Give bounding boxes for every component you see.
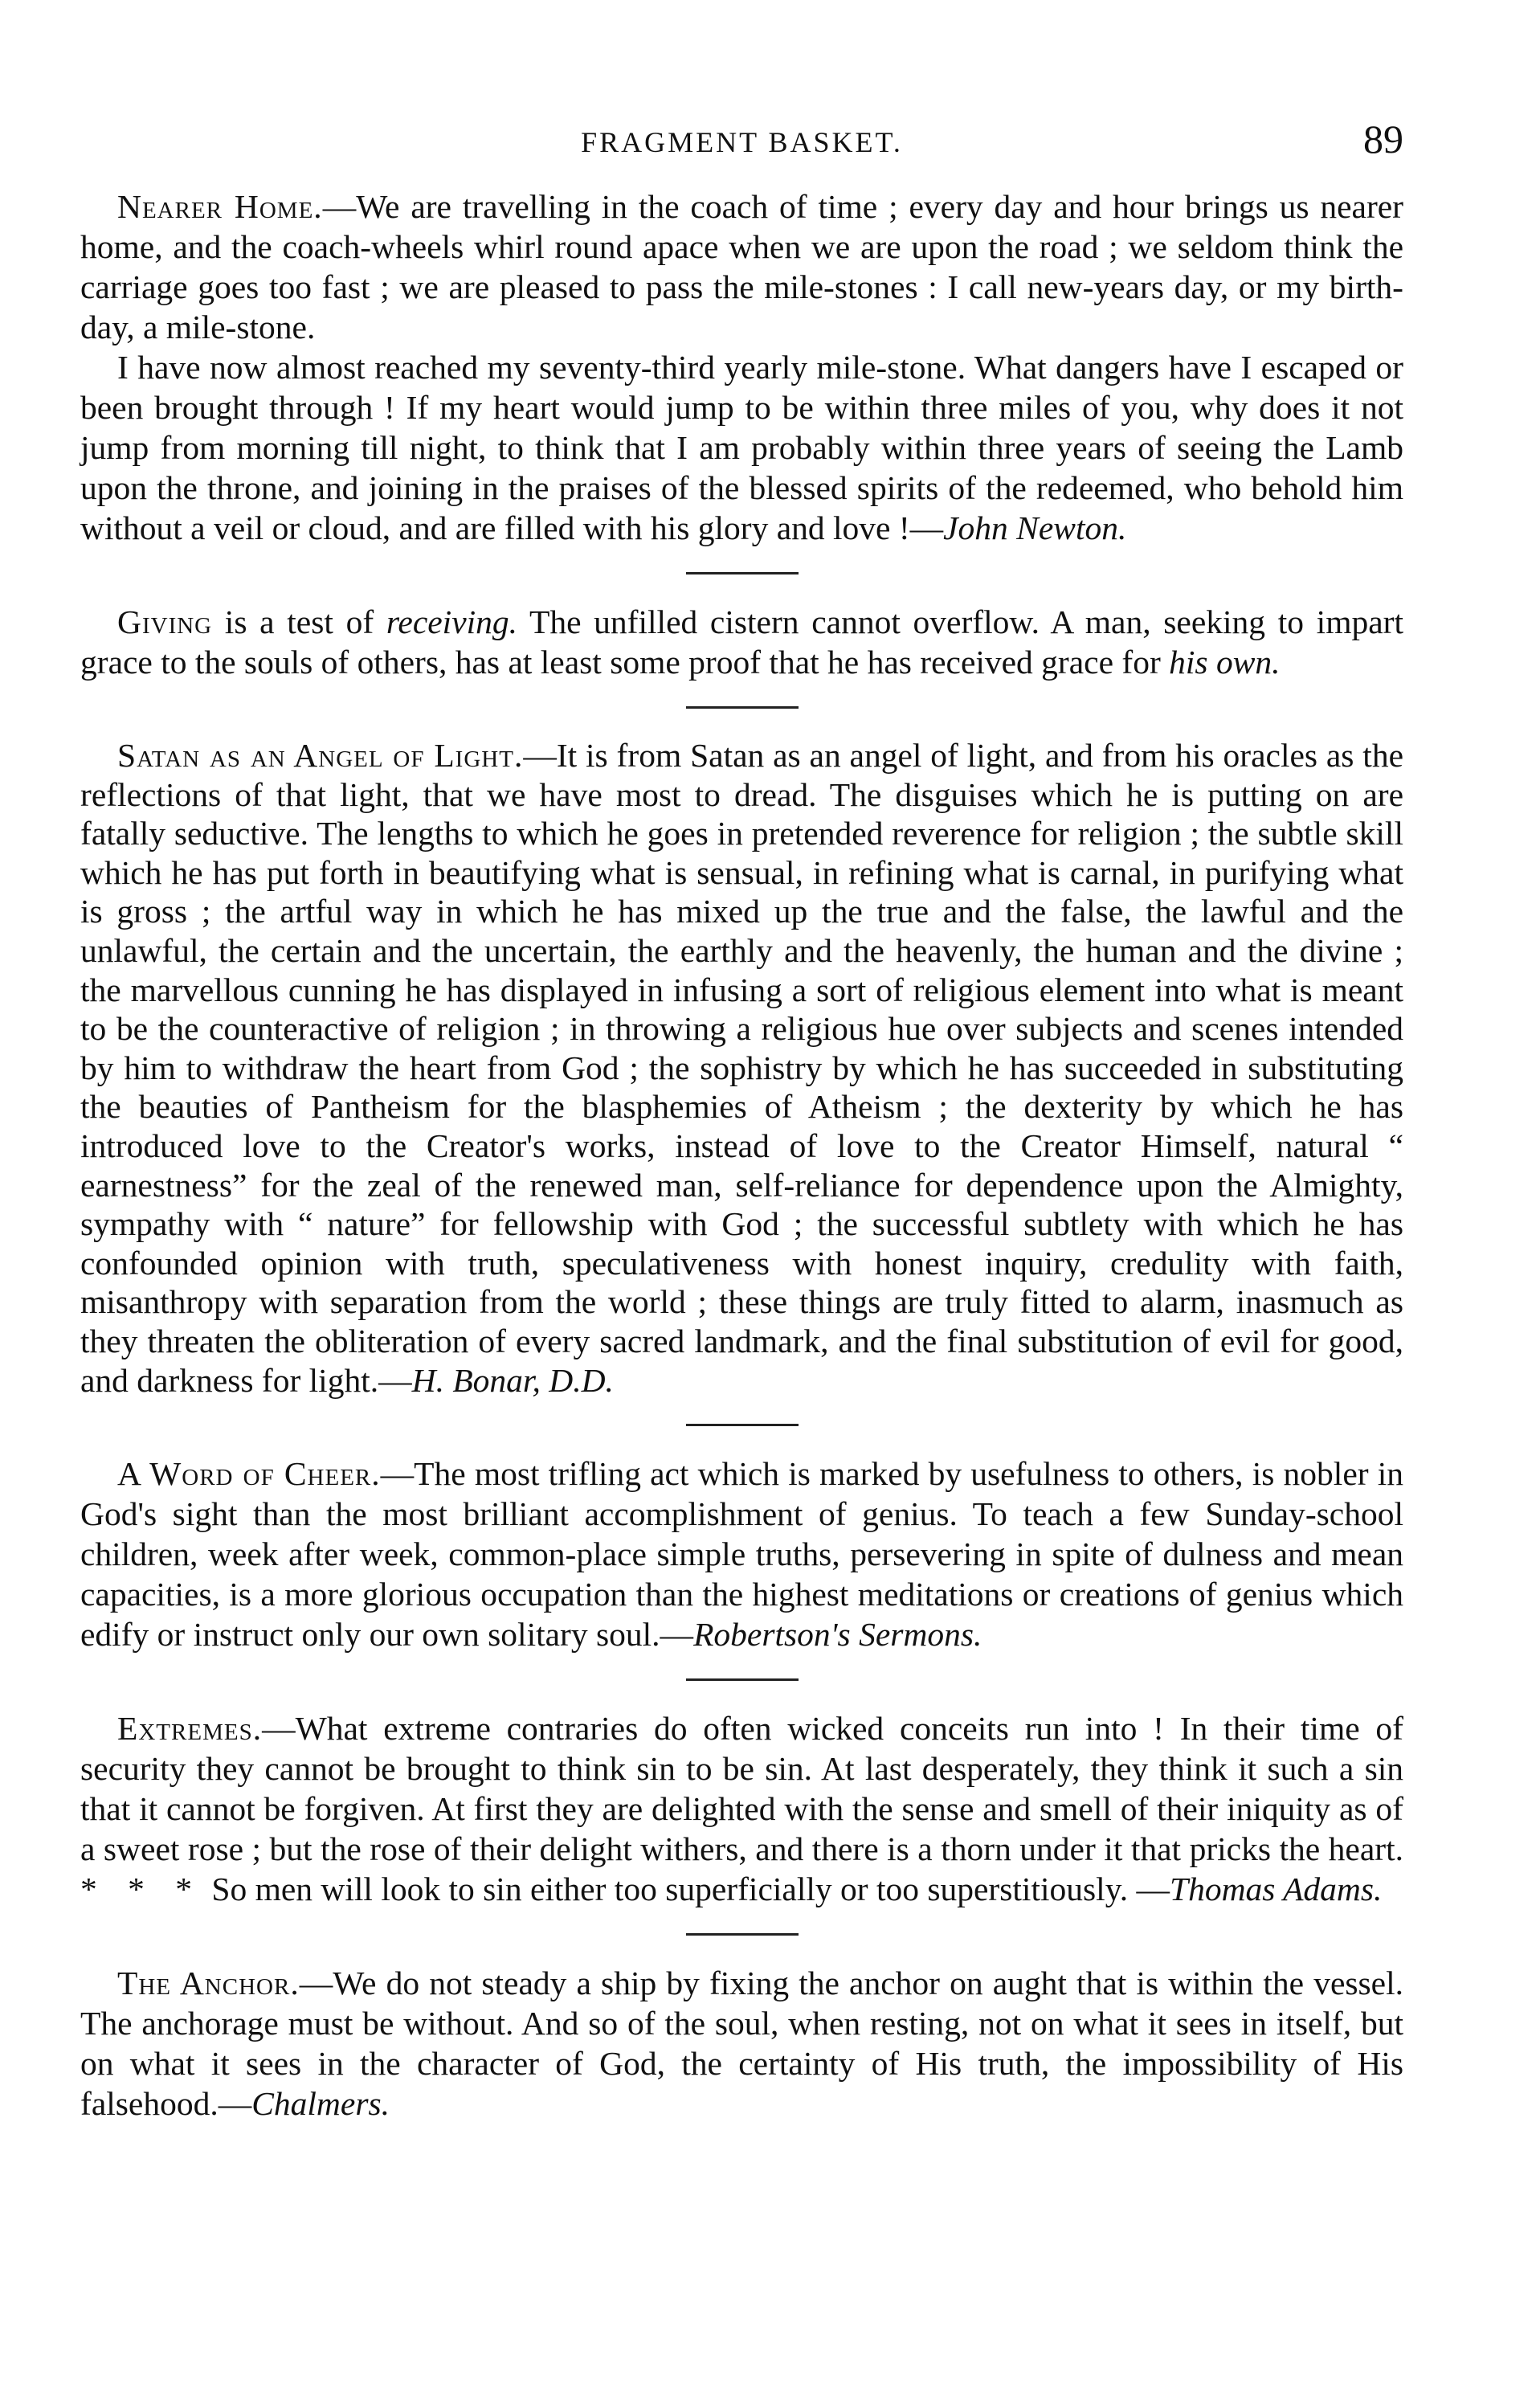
fragment-text: —What extreme contraries do often wicked conceits run into ! In their time of security they cannot be brought to think sin to be sin. At last desperately, they think it such a sin that it cannot be forgiven. At first they are delighted with the sense and smell of their iniquity as of a sweet rose ; but the rose of their delight withers, and there is a thorn under it that pricks the heart. bbox=[80, 1710, 1403, 1868]
fragment-heading: The Anchor. bbox=[117, 1965, 300, 2002]
fragment-text: —It is from Satan as an angel of light, and from his oracles as the reflections of that light, that we have most to dread. The disguises which he is putting on are fatally seductive. The lengths to which he goes in pretended reverence for religion ; the subtle skill which he has put forth in beautifying what is sensual, in refining what is carnal, in purifying what is gross ; the artful way in which he has mixed up the true and the false, the lawful and the unlawful, the certain and the uncertain, the earthly and the heavenly, the human and the divine ; the marvellous cunning he has displayed in infusing a sort of religious element into what is meant to be the counteractive of religion ; in throwing a religious hue over subjects and scenes intended by him to withdraw the heart from God ; the sophistry by which he has succeeded in substituting the beauties of Pantheism for the blasphemies of Atheism ; the dexterity by which he has introduced love to the Creator's works, instead of love to the Creator Himself, natural “ earnestness” for the zeal of the renewed man, self-reliance for dependence upon the Almighty, sympathy with “ nature” for fellowship with God ; the successful subtlety with which he has confounded opinion with truth, speculativeness with honest inquiry, credulity with faith, misanthropy with separation from the world ; these things are truly fitted to alarm, inasmuch as they threaten the obliteration of every sacred landmark, and the final substitution of evil for good, and darkness for light.— bbox=[80, 737, 1404, 1399]
fragment-text: The unfilled cistern cannot overflow. A man, seeking to impart grace to the souls of others, has at least some proof that he has received grace for bbox=[80, 603, 1403, 681]
fragment-text: —We are travelling in the coach of time ; every day and hour brings us nearer home, and the coach-wheels whirl round apace when we are upon the road ; we seldom think the carriage goes too fast ; we are pleased to pass the mile-stones : I call new-years day, or my birth-day, a mile-stone. bbox=[80, 188, 1403, 345]
attribution: Thomas Adams. bbox=[1170, 1871, 1383, 1908]
fragment-text: —The most trifling act which is marked by usefulness to others, is nobler in God's sight than the most brilliant accomplishment of genius. To teach a few Sunday-school children, week after week, common-place simple truths, persevering in spite of dulness and mean capacities, is a more glorious occupation than the highest meditations or creations of genius which edify or instruct only our own solitary soul.— bbox=[80, 1455, 1404, 1654]
divider-rule bbox=[686, 1933, 799, 1936]
fragment-nearer-home bbox=[80, 186, 1403, 548]
page-number: 89 bbox=[1363, 117, 1403, 161]
paragraph bbox=[80, 736, 1403, 1400]
section-divider bbox=[80, 1400, 1403, 1453]
attribution: Robertson's Sermons. bbox=[693, 1616, 982, 1654]
fragment-satan-angel-of-light bbox=[80, 736, 1403, 1400]
fragment-text: So men will look to sin either too superficially or too superstitiously. — bbox=[203, 1871, 1170, 1908]
attribution: Chalmers. bbox=[251, 2085, 390, 2123]
fragment-heading: A Word of Cheer. bbox=[117, 1455, 381, 1493]
paragraph bbox=[80, 602, 1403, 682]
emphasis-text: receiving. bbox=[386, 603, 518, 640]
attribution: H. Bonar, D.D. bbox=[411, 1361, 614, 1399]
fragment-heading: Nearer Home. bbox=[117, 188, 323, 225]
section-divider bbox=[80, 1654, 1403, 1708]
section-divider bbox=[80, 548, 1403, 602]
fragment-text: is a test of bbox=[212, 603, 386, 640]
divider-rule bbox=[686, 1424, 799, 1426]
section-divider bbox=[80, 682, 1403, 736]
page-body bbox=[80, 186, 1403, 2124]
fragment-heading: Satan as an Angel of Light. bbox=[117, 737, 524, 774]
paragraph bbox=[80, 1708, 1403, 1909]
paragraph bbox=[80, 186, 1403, 347]
fragment-giving bbox=[80, 602, 1403, 682]
fragment-heading: Extremes. bbox=[117, 1710, 263, 1748]
running-title: FRAGMENT BASKET. bbox=[581, 126, 903, 158]
divider-rule bbox=[686, 1678, 799, 1681]
attribution: John Newton. bbox=[943, 509, 1127, 546]
fragment-text: I have now almost reached my seventy-third yearly mile-stone. What dangers have I escaped or been brought through ! If my heart would jump to be within three miles of you, why does it not jump from morning till night, to think that I am probably within three years of seeing the Lamb upon the throne, and joining in the praises of the blessed spirits of the redeemed, who behold him without a veil or cloud, and are filled with his glory and love !— bbox=[80, 349, 1403, 546]
emphasis-text: his own. bbox=[1169, 644, 1281, 681]
section-divider bbox=[80, 1909, 1403, 1963]
fragment-text: —We do not steady a ship by fixing the anchor on aught that is within the vessel. The anchorage must be without. And so of the soul, when resting, not on what it sees in itself, but on what it sees in the character of God, the certainty of His truth, the impossibility of His falsehood.— bbox=[80, 1965, 1403, 2123]
paragraph bbox=[80, 1963, 1403, 2124]
fragment-the-anchor bbox=[80, 1963, 1403, 2124]
fragment-word-of-cheer bbox=[80, 1453, 1403, 1654]
page-header bbox=[80, 111, 1403, 175]
divider-rule bbox=[686, 572, 799, 574]
paragraph bbox=[80, 1453, 1403, 1654]
fragment-heading: Giving bbox=[117, 603, 213, 640]
asterism-ornament: * * * bbox=[80, 1871, 203, 1908]
fragment-extremes bbox=[80, 1708, 1403, 1909]
divider-rule bbox=[686, 706, 799, 709]
paragraph bbox=[80, 347, 1403, 548]
